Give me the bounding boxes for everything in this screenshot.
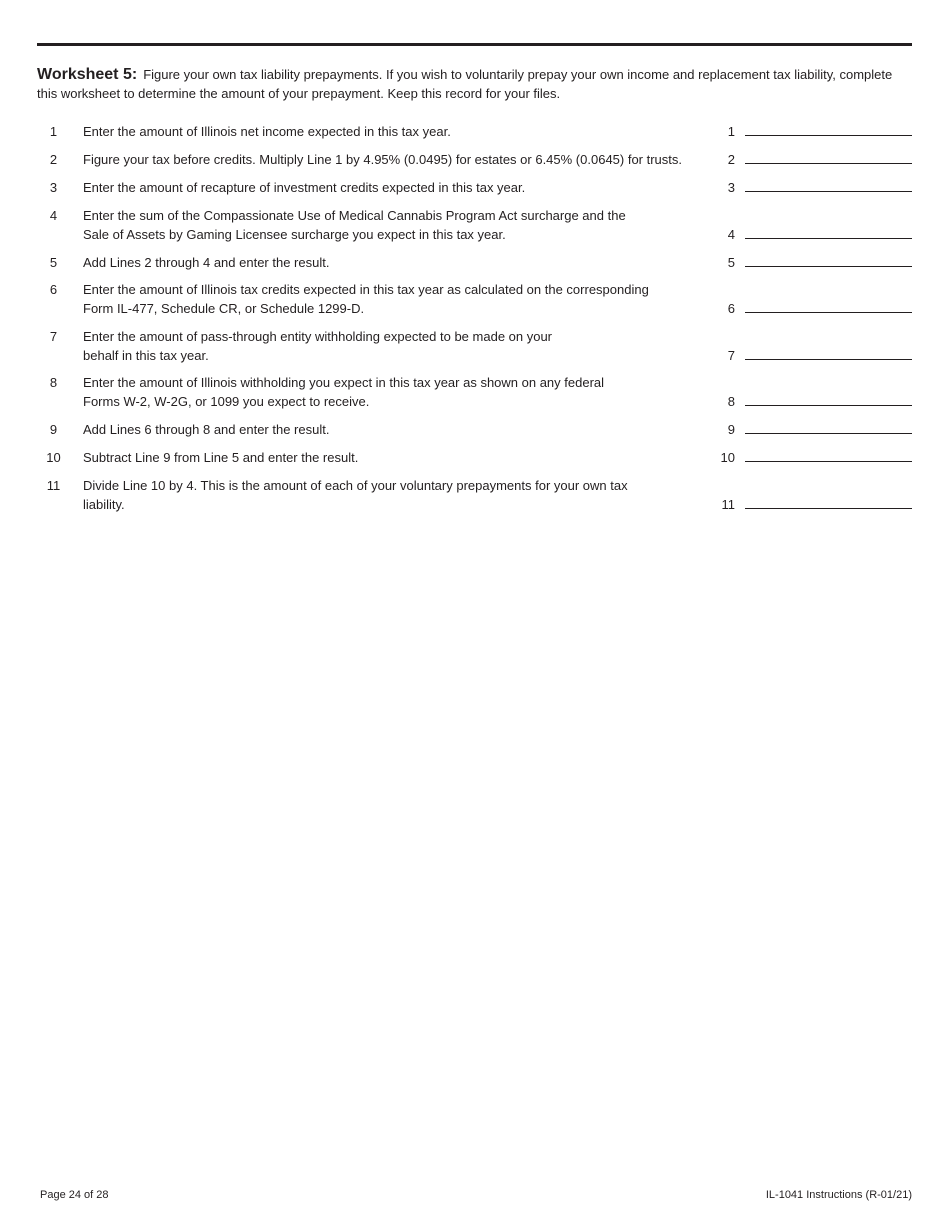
line-description: Figure your tax before credits. Multiply Line 1 by 4.95% (0.0495) for estates or 6.45% (0.0645) for trusts. [83, 152, 683, 167]
line-number: 8 [49, 375, 58, 390]
line-ref-number: 10 [720, 450, 735, 465]
line-number: 7 [49, 329, 58, 344]
line-10-entry-field[interactable] [745, 461, 912, 462]
page-number: Page 24 of 28 [40, 1189, 109, 1201]
line-number: 4 [49, 208, 58, 223]
line-ref-number: 9 [727, 422, 735, 437]
line-description: Enter the sum of the Compassionate Use of Medical Cannabis Program Act surcharge and the Sale of Assets by Gaming Licensee surcharge you expect in this tax year. [83, 208, 626, 242]
line-11-entry-field[interactable] [745, 508, 912, 509]
line-ref-number: 2 [727, 152, 735, 167]
worksheet-title: Worksheet 5: [37, 66, 138, 83]
line-2-entry-field[interactable] [745, 163, 912, 164]
line-description: Add Lines 2 through 4 and enter the result. [83, 255, 330, 270]
line-8-entry-field[interactable] [745, 405, 912, 406]
line-7-entry-field[interactable] [745, 359, 912, 360]
worksheet-intro-text: Figure your own tax liability prepayments. If you wish to voluntarily prepay your own income and replacement tax liability, complete this worksheet to determine the amount of your prepayment. Keep this record for your files. [37, 67, 893, 101]
line-6-entry-field[interactable] [745, 312, 912, 313]
line-number: 6 [49, 282, 58, 297]
line-ref-number: 6 [727, 301, 735, 316]
line-ref-number: 11 [721, 497, 735, 512]
worksheet-intro [37, 65, 912, 103]
top-rule [37, 43, 912, 46]
form-identifier: IL-1041 Instructions (R-01/21) [765, 1189, 912, 1201]
line-ref-number: 1 [727, 124, 735, 139]
line-number: 2 [49, 152, 58, 167]
line-4-entry-field[interactable] [745, 238, 912, 239]
line-3-entry-field[interactable] [745, 191, 912, 192]
line-description: Enter the amount of Illinois withholding you expect in this tax year as shown on any federal Forms W-2, W-2G, or 1099 you expect to receive. [83, 375, 605, 409]
line-ref-number: 8 [727, 394, 735, 409]
line-number: 9 [49, 422, 58, 437]
line-number: 10 [46, 450, 61, 465]
line-description: Enter the amount of Illinois tax credits expected in this tax year as calculated on the corresponding Form IL-477, Schedule CR, or Schedule 1299-D. [83, 282, 649, 316]
line-1-entry-field[interactable] [745, 135, 912, 136]
line-5-entry-field[interactable] [745, 266, 912, 267]
line-description: Divide Line 10 by 4. This is the amount of each of your voluntary prepayments for your own tax liability. [83, 478, 628, 512]
line-ref-number: 3 [727, 180, 735, 195]
line-number: 11 [46, 478, 61, 493]
line-description: Enter the amount of Illinois net income expected in this tax year. [83, 124, 451, 139]
line-description: Subtract Line 9 from Line 5 and enter the result. [83, 450, 359, 465]
line-9-entry-field[interactable] [745, 433, 912, 434]
line-description: Enter the amount of recapture of investment credits expected in this tax year. [83, 180, 526, 195]
line-ref-number: 5 [727, 255, 735, 270]
line-number: 3 [49, 180, 58, 195]
line-description: Add Lines 6 through 8 and enter the result. [83, 422, 330, 437]
line-number: 1 [49, 124, 58, 139]
line-ref-number: 7 [727, 348, 735, 363]
line-description: Enter the amount of pass-through entity withholding expected to be made on your behalf in this tax year. [83, 329, 553, 363]
line-number: 5 [49, 255, 58, 270]
line-ref-number: 4 [727, 227, 735, 242]
